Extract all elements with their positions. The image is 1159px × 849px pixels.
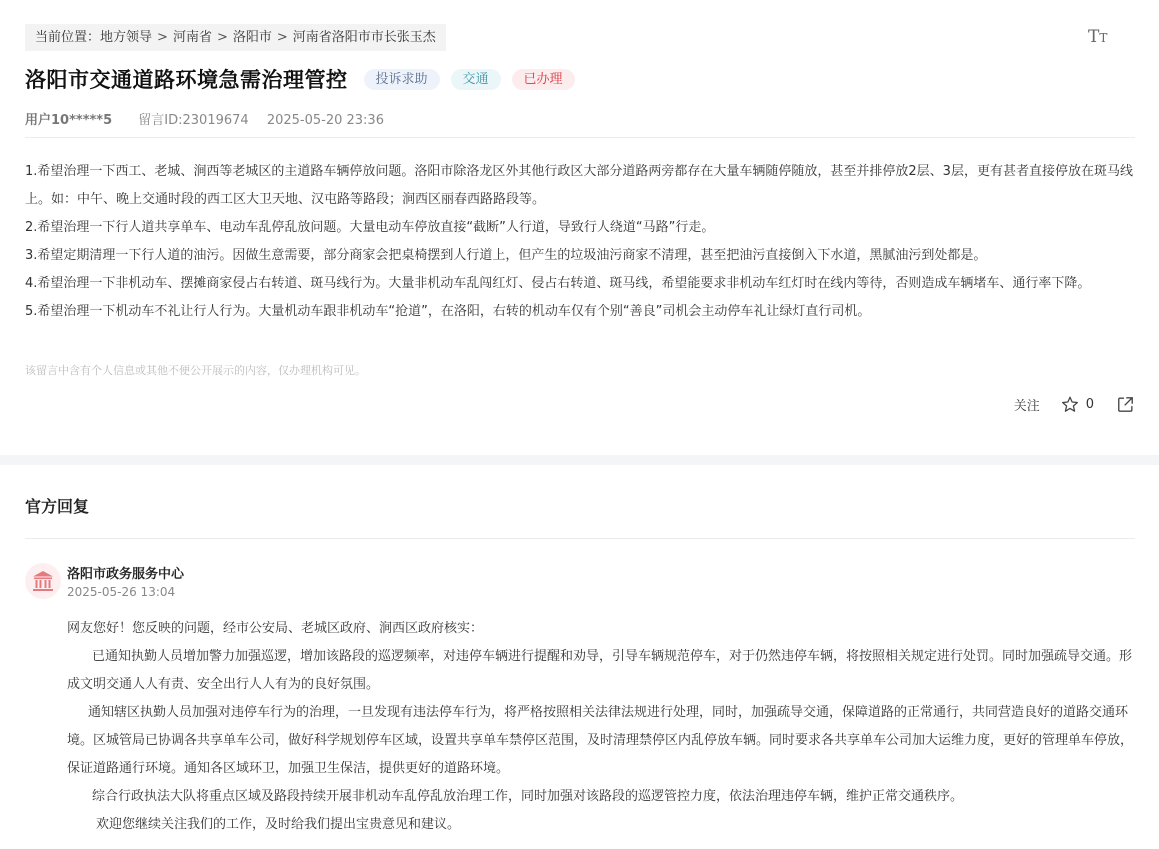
post-content — [25, 158, 1135, 326]
reply-paragraph: 网友您好！您反映的问题，经市公安局、老城区政府、涧西区政府核实： — [67, 621, 484, 636]
page-title: 洛阳市交通道路环境急需治理管控 — [25, 68, 348, 92]
breadcrumb-item-leader[interactable]: 河南省洛阳市市长张玉杰 — [292, 30, 436, 45]
font-size-small-glyph: T — [1099, 31, 1108, 45]
type-tag: 投诉求助 — [364, 69, 440, 90]
post-paragraph: 3.希望定期清理一下行人道的油污。因做生意需要，部分商家会把桌椅摆到人行道上，但产生的垃圾油污商家不清理，甚至把油污直接倒入下水道，黑腻油污到处都是。 — [25, 248, 987, 263]
post-paragraph: 2.希望治理一下行人道共享单车、电动车乱停乱放问题。大量电动车停放直接“截断”人行道，导致行人绕道“马路”行走。 — [25, 220, 715, 235]
status-badge: 已办理 — [512, 69, 575, 90]
share-icon — [1116, 395, 1135, 414]
agency-name: 洛阳市政务服务中心 — [67, 567, 185, 582]
post-datetime: 2025-05-20 23:36 — [266, 113, 384, 128]
breadcrumb-prefix: 当前位置： — [35, 30, 101, 45]
divider — [25, 538, 1135, 539]
government-building-icon — [25, 563, 61, 599]
privacy-note: 该留言中含有个人信息或其他不便公开展示的内容，仅办理机构可见。 — [25, 364, 366, 377]
breadcrumb-separator: > — [276, 30, 288, 45]
post-paragraph: 5.希望治理一下机动车不礼让行人行为。大量机动车跟非机动车“抢道”，在洛阳，右转的机动车仅有个别“善良”司机会主动停车礼让绿灯直行司机。 — [25, 304, 871, 319]
reply-paragraph: 综合行政执法大队将重点区域及路段持续开展非机动车乱停乱放治理工作，同时加强对该路段的巡逻管控力度，依法治理违停车辆，维护正常交通秩序。 — [92, 789, 964, 804]
post-actions — [1014, 392, 1135, 416]
reply-paragraph: 已通知执勤人员增加警力加强巡逻，增加该路段的巡逻频率，对违停车辆进行提醒和劝导，引导车辆规范停车，对于仍然违停车辆，将按照相关规定进行处罚。同时加强疏导交通。形成文明交通人人有责、安全出行人人有为的良好氛围。 — [67, 649, 1133, 692]
breadcrumb-separator: > — [216, 30, 228, 45]
divider — [25, 137, 1135, 138]
post-meta — [25, 109, 384, 128]
breadcrumb-item-province[interactable]: 河南省 — [172, 30, 212, 45]
font-size-icon[interactable] — [1088, 26, 1112, 48]
breadcrumb-item-leaders[interactable]: 地方领导 — [100, 30, 153, 45]
reply-paragraph: 欢迎您继续关注我们的工作，及时给我们提出宝贵意见和建议。 — [96, 817, 461, 832]
message-id: 留言ID:23019674 — [138, 113, 249, 128]
breadcrumb-item-city[interactable]: 洛阳市 — [232, 30, 272, 45]
title-row — [25, 62, 586, 96]
star-count: 0 — [1085, 396, 1094, 412]
reply-datetime: 2025-05-26 13:04 — [67, 585, 176, 599]
post-paragraph: 1.希望治理一下西工、老城、涧西等老城区的主道路车辆停放问题。洛阳市除洛龙区外其他行政区大部分道路两旁都存在大量车辆随停随放，甚至并排停放2层、3层，更有甚者直接停放在斑马线上。如：中午、晚上交通时段的西工区大卫天地、汉屯路等路段；涧西区丽春西路路段等。 — [25, 164, 1133, 207]
star-icon — [1060, 395, 1080, 414]
share-button[interactable] — [1116, 395, 1135, 414]
font-size-large-glyph: T — [1088, 27, 1100, 47]
section-separator — [0, 455, 1159, 465]
reply-paragraph: 通知辖区执勤人员加强对违停车行为的治理，一旦发现有违法停车行为，将严格按照相关法律法规进行处理，同时，加强疏导交通，保障道路的正常通行，共同营造良好的道路交通环境。区城管局已协调各共享单车公司，做好科学规划停车区域，设置共享单车禁停区范围，及时清理禁停区内乱停放车辆。同时要求各共享单车公司加大运维力度，更好的管理单车停放，保证道路通行环境。通知各区域环卫，加强卫生保洁，提供更好的道路环境。 — [67, 705, 1134, 776]
post-paragraph: 4.希望治理一下非机动车、摆摊商家侵占右转道、斑马线行为。大量非机动车乱闯红灯、侵占右转道、斑马线，希望能要求非机动车红灯时在线内等待，否则造成车辆堵车、通行率下降。 — [25, 276, 1091, 291]
breadcrumb — [25, 24, 446, 51]
post-user: 用户10*****5 — [25, 113, 113, 128]
reply-content — [67, 615, 1135, 839]
follow-button[interactable]: 关注 — [1013, 398, 1040, 414]
building-glyph — [31, 569, 55, 593]
breadcrumb-separator: > — [157, 30, 168, 45]
category-tag: 交通 — [451, 69, 501, 90]
star-button[interactable] — [1060, 395, 1094, 414]
reply-section-title: 官方回复 — [25, 497, 90, 516]
